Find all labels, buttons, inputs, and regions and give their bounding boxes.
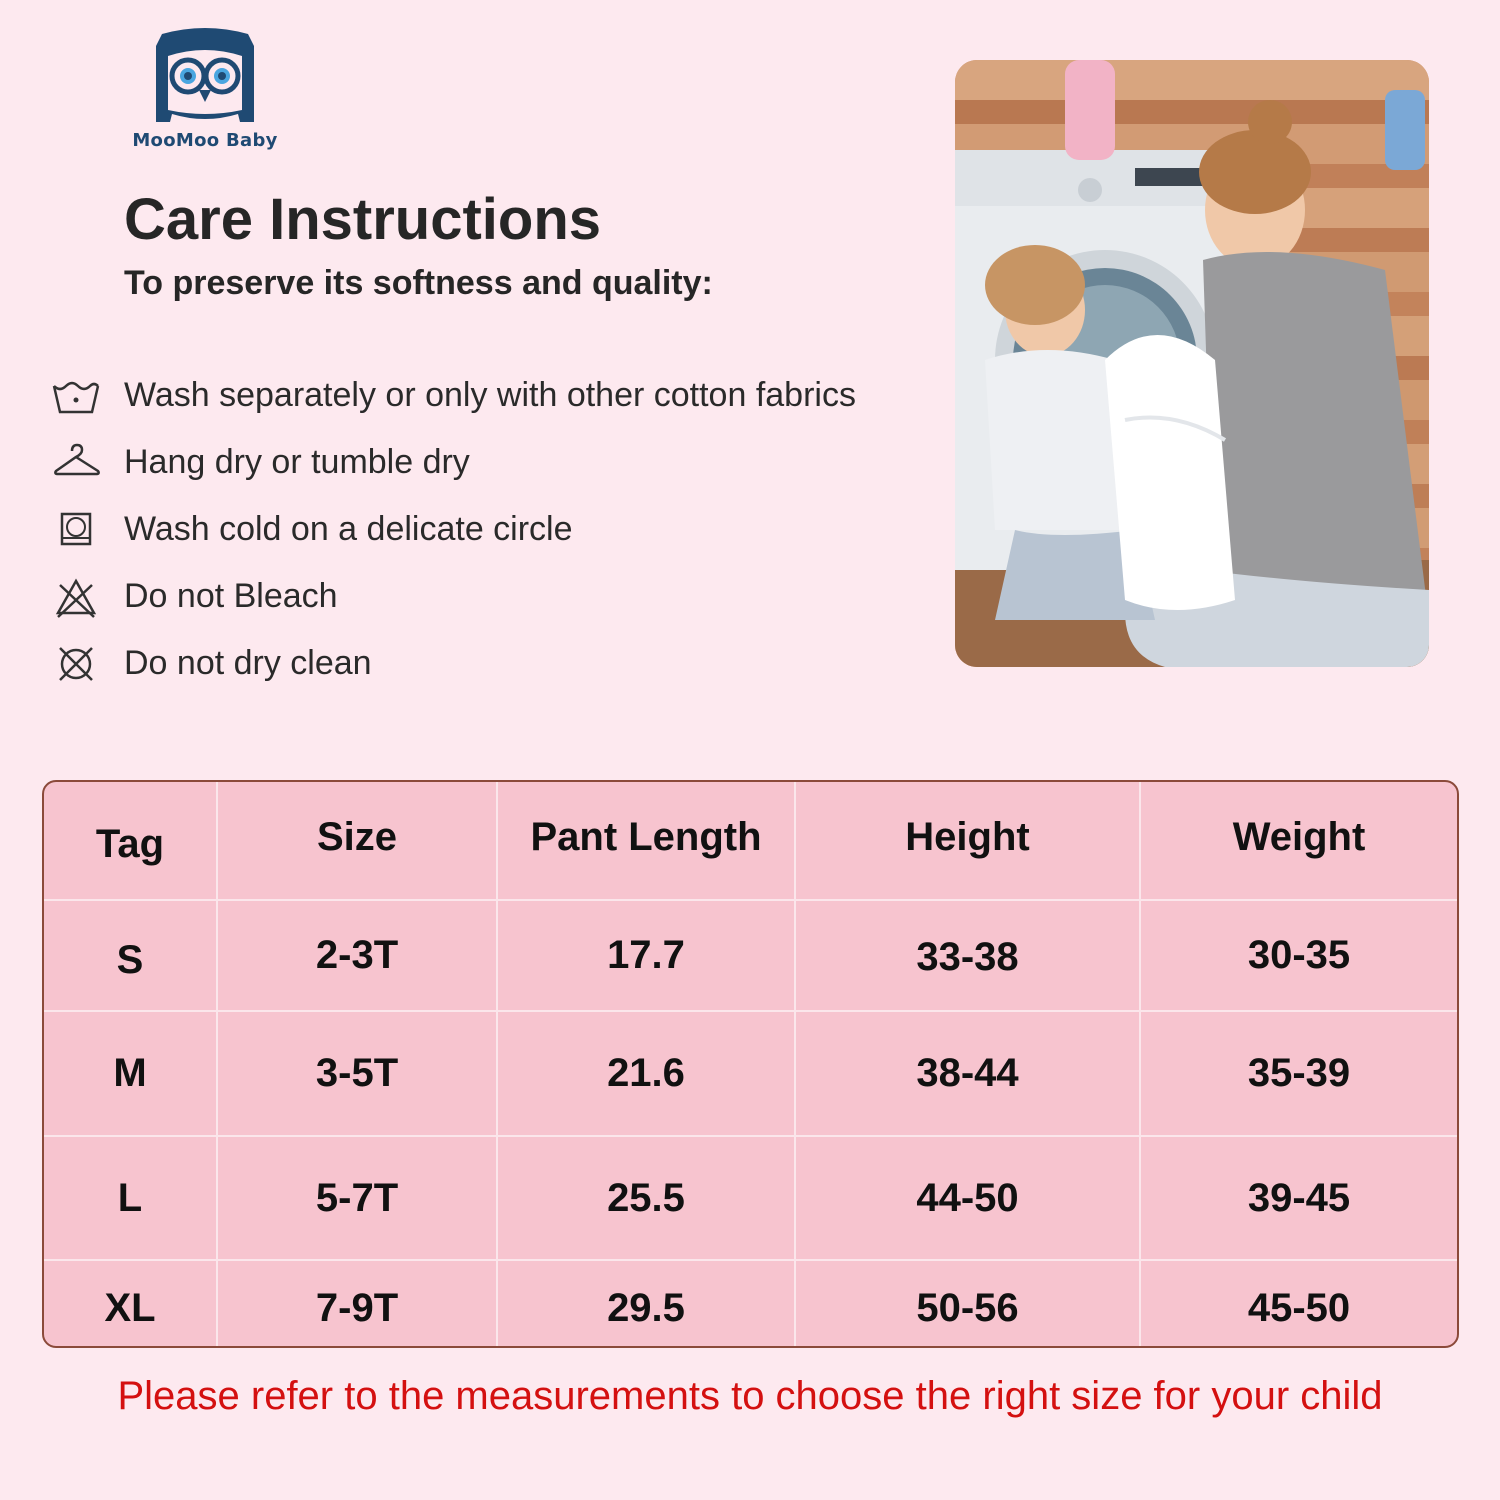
brand-logo <box>128 26 282 156</box>
table-cell-height: 50-56 <box>916 1286 1019 1330</box>
brand-name: MooMoo Baby <box>132 130 278 151</box>
care-item-wash-separately <box>50 366 950 426</box>
page-title: Care Instructions <box>124 187 601 252</box>
table-cell-pant-length: 25.5 <box>607 1175 685 1220</box>
header-height: Height <box>905 814 1030 859</box>
table-cell-weight: 45-50 <box>1247 1286 1351 1330</box>
wash-tub-icon <box>50 374 102 418</box>
page-subtitle: To preserve its softness and quality: <box>124 264 713 302</box>
hanger-icon <box>50 441 102 485</box>
table-cell-weight: 30-35 <box>1247 933 1351 977</box>
table-cell-size: 5-7T <box>315 1175 399 1220</box>
table-cell-size: 3-5T <box>315 1051 399 1095</box>
table-cell-height: 44-50 <box>916 1175 1019 1220</box>
care-item-no-dry-clean <box>50 634 950 694</box>
care-text: Do not dry clean <box>124 644 372 682</box>
table-cell-size: 7-9T <box>315 1286 399 1330</box>
table-cell-tag: L <box>117 1175 143 1220</box>
no-dry-clean-icon <box>50 642 102 686</box>
tumble-dry-icon <box>50 508 102 552</box>
care-item-no-bleach <box>50 567 950 627</box>
table-cell-pant-length: 21.6 <box>607 1051 685 1095</box>
table-cell-pant-length: 17.7 <box>607 933 685 977</box>
care-item-wash-cold <box>50 500 950 560</box>
table-cell-tag: XL <box>104 1286 156 1330</box>
care-text: Hang dry or tumble dry <box>124 443 470 481</box>
care-text: Wash cold on a delicate circle <box>124 510 573 548</box>
table-cell-size: 2-3T <box>315 933 399 977</box>
table-cell-height: 33-38 <box>916 935 1019 979</box>
table-cell-weight: 35-39 <box>1247 1051 1351 1095</box>
care-item-hang-dry <box>50 433 950 493</box>
table-cell-weight: 39-45 <box>1247 1175 1351 1220</box>
table-cell-height: 38-44 <box>916 1051 1019 1095</box>
table-cell-tag: S <box>116 938 144 982</box>
size-advice-note: Please refer to the measurements to choose the right size for your child <box>117 1374 1383 1418</box>
size-chart-table <box>42 780 1459 1348</box>
owl-logo-icon <box>150 26 260 126</box>
no-bleach-icon <box>50 575 102 619</box>
header-size: Size <box>316 814 398 859</box>
header-pant-length: Pant Length <box>530 814 762 859</box>
header-tag: Tag <box>95 822 165 866</box>
header-weight: Weight <box>1232 814 1366 859</box>
laundry-photo <box>955 60 1429 667</box>
care-text: Do not Bleach <box>124 577 338 615</box>
care-text: Wash separately or only with other cotton fabrics <box>124 376 856 414</box>
table-cell-pant-length: 29.5 <box>607 1286 685 1330</box>
table-cell-tag: M <box>113 1051 147 1095</box>
